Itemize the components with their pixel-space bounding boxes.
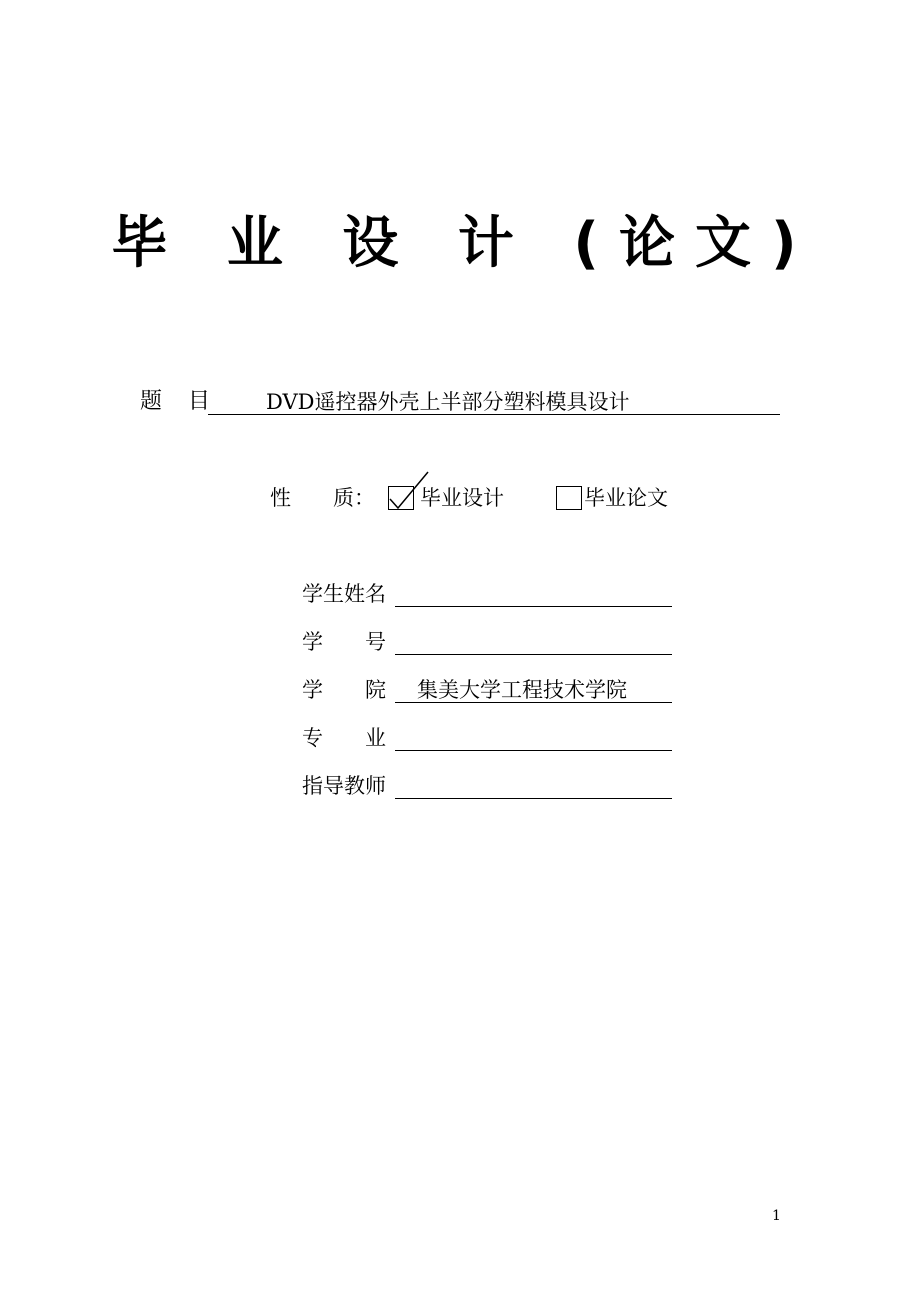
topic-value: DVD遥控器外壳上半部分塑料模具设计: [266, 390, 630, 414]
college-label: 学 院: [302, 678, 386, 702]
topic-label: [140, 386, 210, 418]
college-value: 集美大学工程技术学院: [417, 678, 627, 702]
document-title: 毕 业 设 计 (论文): [111, 211, 817, 276]
design-option-label: 毕业设计: [420, 486, 504, 510]
thesis-checkbox[interactable]: [556, 486, 582, 510]
thesis-option-label: 毕业论文: [584, 486, 668, 510]
topic-field[interactable]: [208, 386, 780, 415]
student-id-field[interactable]: [395, 626, 672, 655]
topic-label-char-2: 目: [188, 389, 211, 414]
topic-label-char-1: 题: [140, 389, 163, 414]
student-name-field[interactable]: [395, 578, 672, 607]
nature-label: 性 质：: [270, 486, 375, 510]
major-label: 专 业: [302, 726, 386, 750]
advisor-label: 指导教师: [302, 774, 386, 798]
student-name-label: 学生姓名: [302, 582, 386, 606]
advisor-field[interactable]: [395, 770, 672, 799]
page-number: 1: [772, 1208, 781, 1224]
student-id-label: 学 号: [302, 630, 386, 654]
major-field[interactable]: [395, 722, 672, 751]
college-field[interactable]: [395, 674, 672, 703]
